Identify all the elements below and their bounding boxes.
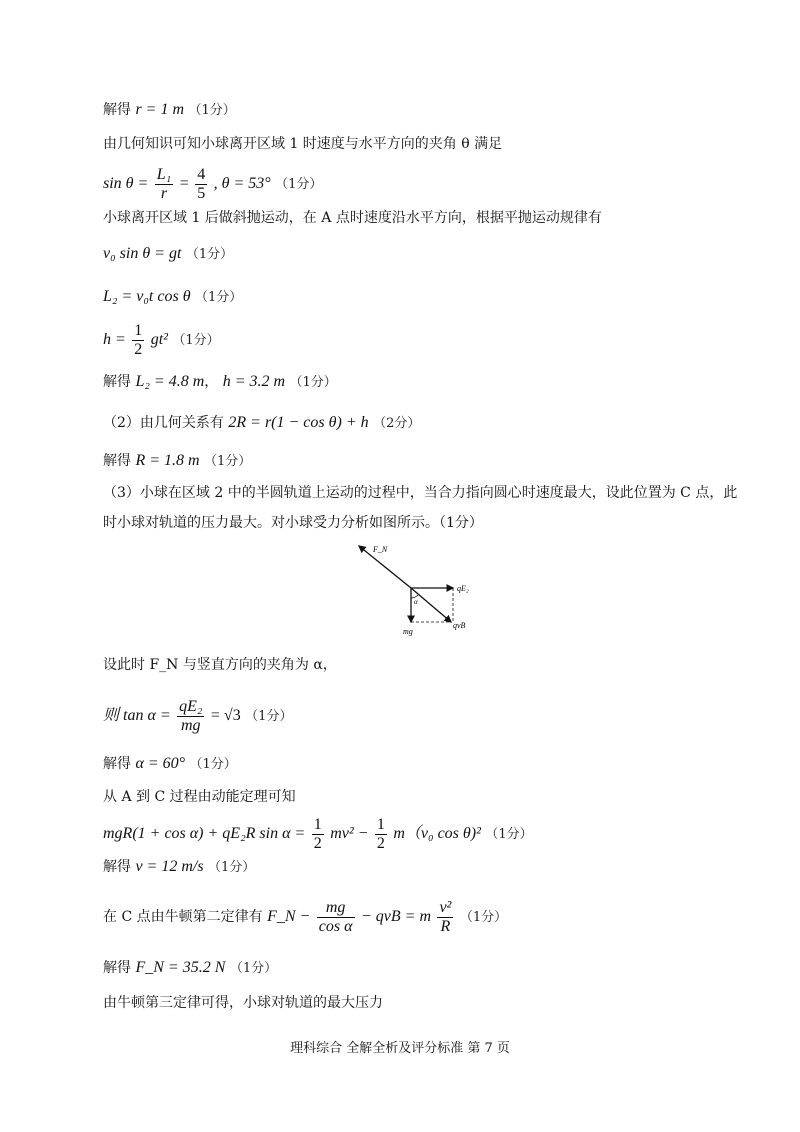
line-part3-cont: 时小球对轨道的压力最大。对小球受力分析如图所示。（1分）: [103, 515, 483, 531]
line-solve-v: 解得 v = 12 m/s （1分）: [103, 858, 256, 875]
line-solve-l2-h: 解得 L₂ = 4.8 m， h = 3.2 m （1分）: [103, 373, 337, 390]
force-diagram: [345, 540, 480, 640]
line-tan-alpha: 则 tan α = $\frac{\text{qE₂}}{mg}$ = √3 （1分）: [103, 697, 293, 734]
score: （1分）: [188, 103, 236, 118]
label-qvb: qvB: [453, 621, 466, 630]
label-alpha: α: [414, 598, 418, 606]
line-angle-def: 设此时 F_N 与竖直方向的夹角为 α，: [103, 657, 337, 673]
label-fn: F_N: [373, 545, 388, 554]
line-solve-fn: 解得 F_N = 35.2 N （1分）: [103, 959, 278, 976]
line-projectile-intro: 小球离开区域 1 后做斜抛运动，在 A 点时速度沿水平方向，根据平抛运动规律有: [103, 210, 602, 226]
line-solve-R: 解得 R = 1.8 m （1分）: [103, 452, 252, 469]
label-qe: qE₂: [457, 584, 469, 593]
line-solve-alpha: 解得 α = 60° （1分）: [103, 755, 237, 772]
line-h-eq: h = $\frac{1}{2}$ gt² （1分）: [103, 321, 220, 358]
fraction-4-5: $\frac{4}{5}$: [197, 165, 206, 202]
fraction-half: $\frac{1}{2}$: [134, 321, 143, 358]
line-l2-eq: L₂ = v₀t cos θ （1分）: [103, 288, 243, 305]
fraction-qe-mg: $\frac{\text{qE₂}}{mg}$: [179, 697, 203, 734]
line-energy-intro: 从 A 到 C 过程由动能定理可知: [103, 789, 296, 805]
label-mg: mg: [403, 627, 413, 636]
line-part3: （3）小球在区域 2 中的半圆轨道上运动的过程中，当合力指向圆心时速度最大，设此位置为 C 点，此: [103, 485, 738, 501]
page-footer: 理科综合 全解全析及评分标准 第 7 页: [290, 1041, 510, 1056]
line-v0-sin: v₀ sin θ = gt （1分）: [103, 245, 234, 262]
line-geometry: 由几何知识可知小球离开区域 1 时速度与水平方向的夹角 θ 满足: [103, 136, 503, 152]
line-solve-r: 解得 r = 1 m （1分）: [103, 101, 236, 118]
line-sin-theta: sin θ = $\frac{\text{L₁}}{r}$ = $\frac{4}{5}$ , θ = 53° （1分）: [103, 165, 323, 202]
fraction-half: $\frac{1}{2}$: [313, 815, 322, 852]
fraction-v2-R: $\frac{\text{v²}}{R}$: [439, 898, 452, 935]
line-newton2: 在 C 点由牛顿第二定律有 F_N − $\frac{mg}{\text{cos α}}$ − qvB = m $\frac{\text{v²}}{R}$ （1分）: [103, 898, 508, 935]
line-part2: （2）由几何关系有 2R = r(1 − cos θ) + h （2分）: [103, 414, 421, 431]
fraction-mg-cos: $\frac{mg}{\text{cos α}}$: [318, 898, 353, 935]
line-energy-eq: mgR(1 + cos α) + qE₂R sin α = $\frac{1}{2}$ mv² − $\frac{1}{2}$ m（v₀ cos θ)² （1分）: [103, 815, 533, 852]
eq-r: r = 1 m: [135, 101, 185, 118]
fraction-l1-r: $\frac{\text{L₁}}{r}$: [156, 165, 172, 202]
line-newton3: 由牛顿第三定律可得，小球对轨道的最大压力: [103, 995, 383, 1011]
fraction-half: $\frac{1}{2}$: [376, 815, 385, 852]
